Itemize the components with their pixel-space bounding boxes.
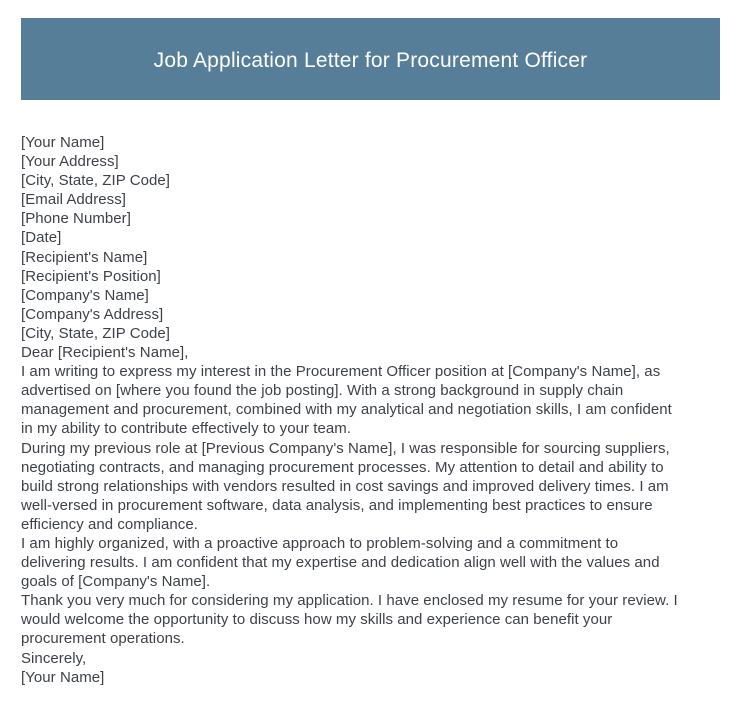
letter-line: [Company's Name] xyxy=(21,286,149,304)
letter-line: [City, State, ZIP Code] xyxy=(21,324,170,342)
letter-line: in my ability to contribute effectively to your team. xyxy=(21,420,352,438)
letter-line: build strong relationships with vendors resulted in cost savings and improved delivery times. I am xyxy=(21,477,669,495)
letter-line: [Recipient's Name] xyxy=(21,248,148,266)
letter-line: Sincerely, xyxy=(21,649,87,667)
letter-line: Dear [Recipient's Name], xyxy=(21,344,189,362)
letter-line: I am writing to express my interest in the Procurement Officer position at [Company's Name], as xyxy=(21,363,661,381)
letter-line: would welcome the opportunity to discuss how my skills and experience can benefit your xyxy=(21,611,613,629)
letter-line: [Recipient's Position] xyxy=(21,267,161,285)
letter-line: [Your Name] xyxy=(21,134,105,151)
letter-line: [Company's Address] xyxy=(21,305,164,323)
letter-line: negotiating contracts, and managing procurement processes. My attention to detail and ability to xyxy=(21,458,664,476)
title-banner xyxy=(21,18,720,100)
letter-line: During my previous role at [Previous Company's Name], I was responsible for sourcing suppliers, xyxy=(21,439,670,457)
letter-line: [Email Address] xyxy=(21,191,126,209)
page-title: Job Application Letter for Procurement Officer xyxy=(153,49,588,72)
letter-line: [Your Name] xyxy=(21,668,105,686)
letter-line: [Date] xyxy=(21,229,62,247)
letter-line: management and procurement, combined with my analytical and negotiation skills, I am confident xyxy=(21,401,672,419)
letter-line: well-versed in procurement software, data analysis, and implementing best practices to ensure xyxy=(21,496,653,514)
letter-line: [City, State, ZIP Code] xyxy=(21,172,170,190)
letter-line: Thank you very much for considering my application. I have enclosed my resume for your review. I xyxy=(21,592,678,610)
letter-line: [Your Address] xyxy=(21,153,119,171)
letter-line: efficiency and compliance. xyxy=(21,515,198,533)
letter-line: I am highly organized, with a proactive approach to problem-solving and a commitment to xyxy=(21,534,619,552)
letter-line: advertised on [where you found the job posting]. With a strong background in supply chain xyxy=(21,382,624,400)
letter-body xyxy=(21,133,721,687)
letter-line: [Phone Number] xyxy=(21,210,131,228)
letter-line: procurement operations. xyxy=(21,630,185,648)
letter-line: delivering results. I am confident that my expertise and dedication align well with the values and xyxy=(21,554,660,572)
letter-line: goals of [Company's Name]. xyxy=(21,573,211,591)
